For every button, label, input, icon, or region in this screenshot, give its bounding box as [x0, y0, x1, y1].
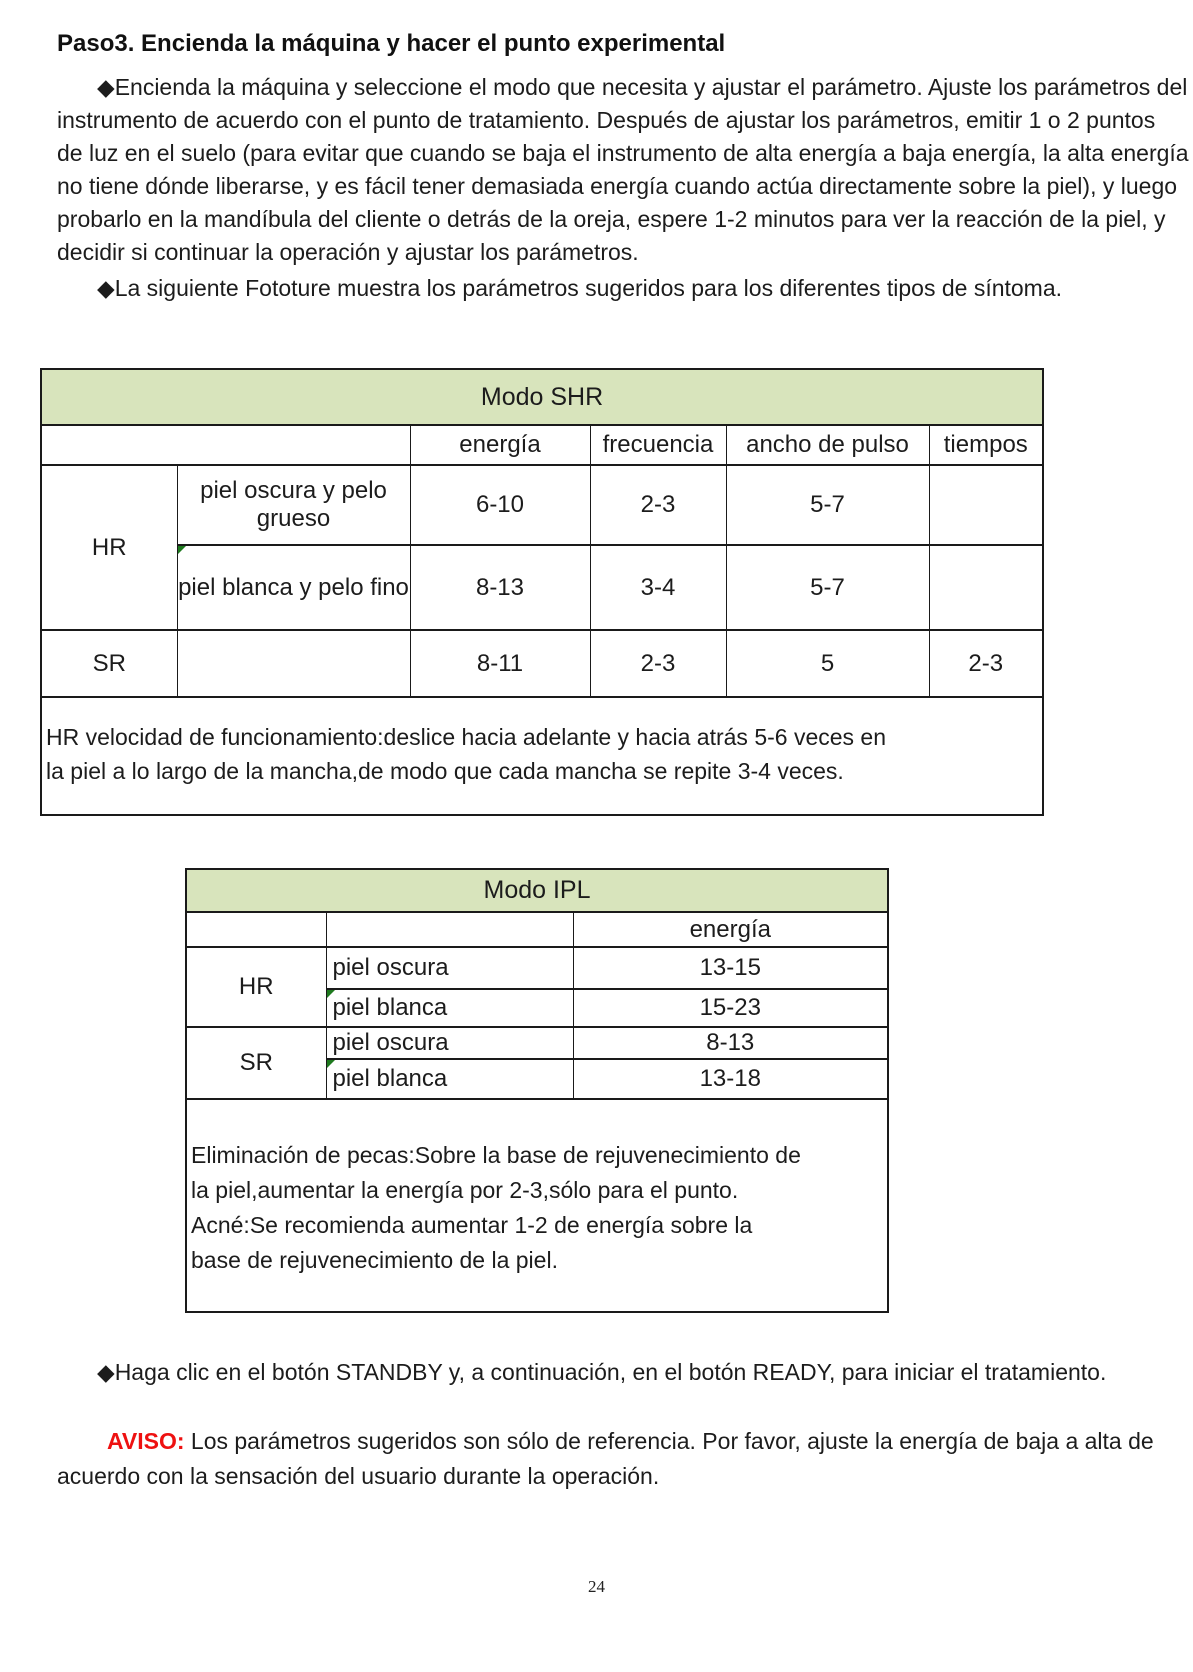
ipl-cell-energia: 8-13: [573, 1027, 888, 1059]
bullet-fototure: ◆La siguiente Fototure muestra los parámetros sugeridos para los diferentes tipos de síntoma.: [97, 275, 1063, 301]
shr-row-group-sr: SR: [41, 630, 177, 697]
ipl-row-group-hr: HR: [186, 947, 326, 1027]
shr-cell-energia: 6-10: [410, 465, 590, 545]
shr-cell-frecuencia: 2-3: [590, 630, 726, 697]
comment-marker-icon: [327, 990, 335, 998]
shr-cell-ancho: 5-7: [726, 545, 929, 630]
intro-paragraph: [57, 71, 1189, 269]
text-line: [57, 1424, 1154, 1459]
shr-cell-label: [177, 545, 410, 630]
comment-marker-icon: [178, 546, 186, 554]
note-line: la piel a lo largo de la mancha,de modo que cada mancha se repite 3-4 veces.: [46, 758, 844, 784]
aviso-paragraph: [57, 1424, 1154, 1494]
ipl-table-note: [186, 1099, 888, 1312]
note-line: Acné:Se recomienda aumentar 1-2 de energía sobre la: [191, 1212, 753, 1238]
ipl-cell-label: piel oscura: [326, 947, 573, 989]
cell-text: piel blanca: [332, 994, 448, 1021]
empty-cell: [326, 912, 573, 947]
shr-cell-tiempos: 2-3: [929, 630, 1043, 697]
shr-table: [40, 368, 1044, 816]
ipl-cell-energia: 13-15: [573, 947, 888, 989]
ipl-cell-label: [326, 989, 573, 1027]
shr-table-title: Modo SHR: [41, 369, 1043, 425]
text-line: de luz en el suelo (para evitar que cuando se baja el instrumento de alta energía a baja energía, la alta energía: [57, 140, 1189, 166]
empty-cell: [186, 912, 326, 947]
ipl-cell-label: [326, 1059, 573, 1099]
note-line: la piel,aumentar la energía por 2-3,sólo para el punto.: [191, 1177, 739, 1203]
page-title: Paso3. Encienda la máquina y hacer el punto experimental: [57, 30, 726, 57]
ipl-row-group-sr: SR: [186, 1027, 326, 1099]
aviso-label: AVISO:: [107, 1428, 185, 1454]
shr-col-header-tiempos: tiempos: [929, 425, 1043, 465]
shr-table-note: [41, 697, 1043, 815]
note-line: Eliminación de pecas:Sobre la base de rejuvenecimiento de: [191, 1142, 801, 1168]
ipl-cell-energia: 15-23: [573, 989, 888, 1027]
text-line: probarlo en la mandíbula del cliente o detrás de la oreja, espere 1-2 minutos para ver la reacción de la piel, y: [57, 206, 1166, 232]
ipl-col-header-energia: energía: [573, 912, 888, 947]
shr-row-group-hr: HR: [41, 465, 177, 630]
shr-cell-ancho: 5-7: [726, 465, 929, 545]
shr-cell-tiempos: [929, 545, 1043, 630]
shr-cell-tiempos: [929, 465, 1043, 545]
cell-text: piel blanca y pelo fino: [178, 573, 409, 601]
ipl-cell-energia: 13-18: [573, 1059, 888, 1099]
shr-col-header-frecuencia: frecuencia: [590, 425, 726, 465]
shr-cell-label: [177, 630, 410, 697]
text-line: no tiene dónde liberarse, y es fácil tener demasiada energía cuando actúa directamente sobre la piel), y luego: [57, 173, 1178, 199]
ipl-table-title: Modo IPL: [186, 869, 888, 912]
ipl-table: [185, 868, 889, 1313]
bullet-standby-ready: ◆Haga clic en el botón STANDBY y, a continuación, en el botón READY, para iniciar el tratamiento.: [97, 1359, 1107, 1385]
text-line: decidir si continuar la operación y ajustar los parámetros.: [57, 239, 639, 265]
aviso-text: Los parámetros sugeridos son sólo de referencia. Por favor, ajuste la energía de baja a alta de: [184, 1428, 1154, 1454]
text-line: instrumento de acuerdo con el punto de tratamiento. Después de ajustar los parámetros, emitir 1 o 2 puntos: [57, 107, 1156, 133]
empty-cell: [41, 425, 410, 465]
comment-marker-icon: [327, 1060, 335, 1068]
shr-cell-energia: 8-11: [410, 630, 590, 697]
text-line: acuerdo con la sensación del usuario durante la operación.: [57, 1463, 660, 1489]
ipl-cell-label: piel oscura: [326, 1027, 573, 1059]
shr-col-header-ancho: ancho de pulso: [726, 425, 929, 465]
cell-text: piel blanca: [332, 1065, 448, 1092]
shr-cell-energia: 8-13: [410, 545, 590, 630]
note-line: HR velocidad de funcionamiento:deslice hacia adelante y hacia atrás 5-6 veces en: [46, 724, 887, 750]
note-line: base de rejuvenecimiento de la piel.: [191, 1247, 558, 1273]
text-line: ◆Encienda la máquina y seleccione el modo que necesita y ajustar el parámetro. Ajuste los parámetros del: [97, 74, 1188, 100]
shr-col-header-energia: energía: [410, 425, 590, 465]
shr-cell-label: piel oscura y pelo grueso: [177, 465, 410, 545]
shr-cell-frecuencia: 3-4: [590, 545, 726, 630]
page-number: 24: [588, 1577, 605, 1596]
shr-cell-frecuencia: 2-3: [590, 465, 726, 545]
shr-cell-ancho: 5: [726, 630, 929, 697]
